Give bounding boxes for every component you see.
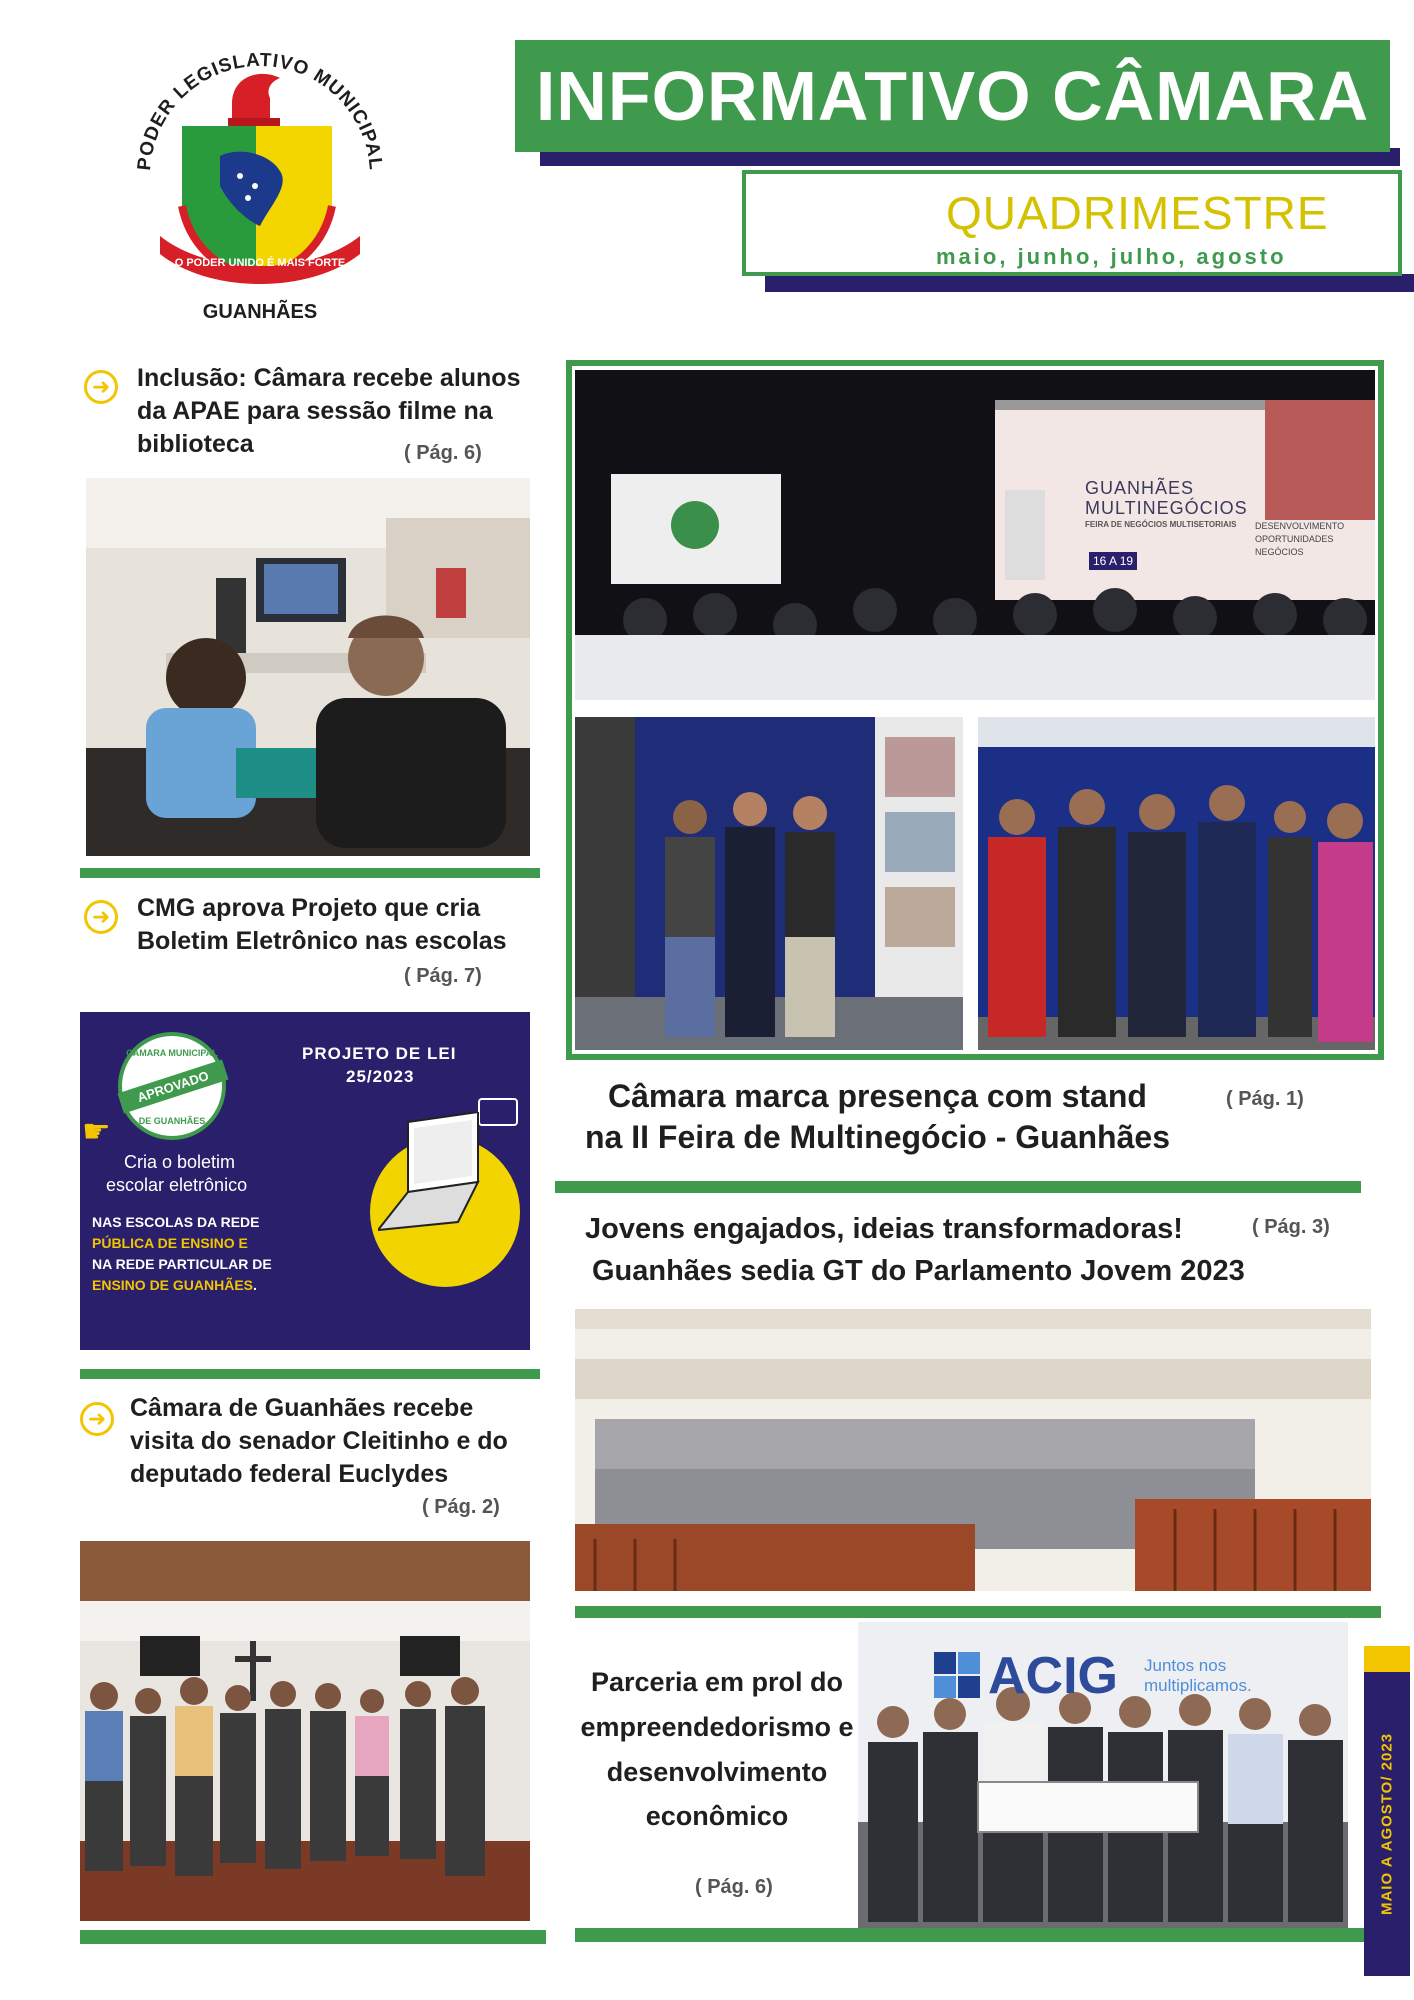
poster-body-line2: PÚBLICA DE ENSINO E <box>92 1235 248 1251</box>
photo-acig-partnership <box>858 1622 1348 1928</box>
story-feira-line2: na II Feira de Multinegócio - Guanhães <box>585 1119 1170 1155</box>
divider-right-3 <box>575 1928 1385 1942</box>
laptop-icon <box>378 1112 488 1232</box>
story-jovem-line2: Guanhães sedia GT do Parlamento Jovem 2023 <box>592 1255 1245 1287</box>
banner-bullets <box>1255 520 1344 559</box>
law-poster <box>80 1012 530 1350</box>
poster-body-line4-text: ENSINO DE GUANHÃES <box>92 1277 254 1293</box>
photo-apae-students <box>86 478 530 856</box>
stamp-bottom: DE GUANHÃES <box>138 1116 206 1126</box>
story-apae-title: Inclusão: Câmara recebe alunos da APAE para sessão filme na biblioteca <box>137 364 521 458</box>
divider-right-2 <box>575 1606 1381 1618</box>
pointing-hand-icon: ☛ <box>82 1113 111 1149</box>
acig-slogan-2: multiplicamos. <box>1144 1676 1252 1695</box>
banner-bullet-2: OPORTUNIDADES <box>1255 534 1334 544</box>
photo-parlamento-jovem <box>575 1309 1371 1591</box>
chamber-logo <box>120 26 400 326</box>
poster-desc2: escolar eletrônico <box>106 1175 248 1195</box>
banner-date: 16 A 19 <box>1089 552 1137 570</box>
story-acig-page: ( Pág. 6) <box>695 1876 773 1898</box>
title-bar <box>515 40 1390 152</box>
side-tab-text: MAIO A AGOSTO/ 2023 <box>1378 1732 1396 1916</box>
divider-left-1 <box>80 868 540 878</box>
photo-stand-right <box>978 717 1375 1050</box>
photo-senator-visit <box>80 1541 530 1921</box>
subtitle-box-shadow <box>765 274 1414 292</box>
coat-of-arms-icon <box>120 26 400 326</box>
arrow-right-icon: ➜ <box>80 1402 114 1436</box>
banner-line2: MULTINEGÓCIOS <box>1085 498 1248 518</box>
stamp-approved: APROVADO <box>117 1060 228 1114</box>
subtitle-months: maio, junho, julho, agosto <box>936 244 1287 269</box>
poster-body-line3: NA REDE PARTICULAR DE <box>92 1256 272 1272</box>
banner-bullet-1: DESENVOLVIMENTO <box>1255 521 1345 531</box>
story-apae-page: ( Pág. 6) <box>404 442 482 464</box>
stamp-top: CÂMARA MUNICIPAL <box>126 1048 218 1058</box>
approved-stamp <box>118 1032 226 1140</box>
divider-left-2 <box>80 1369 540 1379</box>
banner-bullet-3: NEGÓCIOS <box>1255 547 1304 557</box>
story-senator-page: ( Pág. 2) <box>422 1496 500 1518</box>
subtitle-quadrimestre: QUADRIMESTRE <box>946 187 1329 239</box>
story-feira-page: ( Pág. 1) <box>1226 1088 1304 1110</box>
divider-left-3 <box>80 1930 546 1944</box>
newsletter-title: INFORMATIVO CÂMARA <box>535 57 1370 135</box>
acig-slogan-1: Juntos nos <box>1144 1656 1227 1675</box>
side-tab <box>1364 1646 1410 1976</box>
logo-ribbon-text: O PODER UNIDO É MAIS FORTE <box>174 257 346 269</box>
arrow-right-icon: ➜ <box>84 900 118 934</box>
story-feira-line1: Câmara marca presença com stand <box>608 1078 1147 1114</box>
banner-line3: FEIRA DE NEGÓCIOS MULTISETORIAIS <box>1085 520 1237 529</box>
photo-feira-stage <box>575 370 1375 700</box>
story-jovem-line1: Jovens engajados, ideias transformadoras! <box>585 1213 1183 1245</box>
photo-stand-left <box>575 717 963 1050</box>
poster-body-end: . <box>253 1277 257 1293</box>
law-line1: PROJETO DE LEI <box>302 1044 457 1063</box>
divider-right-1 <box>555 1181 1361 1193</box>
story-boletim-title: CMG aprova Projeto que cria Boletim Eletrônico nas escolas <box>137 894 507 955</box>
logo-arc-text: PODER LEGISLATIVO MUNICIPAL <box>134 49 386 172</box>
story-acig-title: Parceria em prol do empreendedorismo e desenvolvimento econômico <box>580 1667 854 1832</box>
logo-city: GUANHÃES <box>202 301 318 323</box>
banner-line1: GUANHÃES <box>1085 478 1195 498</box>
arrow-right-icon: ➜ <box>84 370 118 404</box>
poster-body-line4 <box>92 1275 272 1296</box>
poster-body-line1: NAS ESCOLAS DA REDE <box>92 1214 260 1230</box>
story-boletim-page: ( Pág. 7) <box>404 965 482 987</box>
subtitle-box <box>742 170 1402 276</box>
poster-desc1: Cria o boletim <box>124 1152 236 1172</box>
story-senator-title: Câmara de Guanhães recebe visita do senador Cleitinho e do deputado federal Euclydes <box>130 1394 508 1488</box>
story-jovem-page: ( Pág. 3) <box>1252 1216 1330 1238</box>
law-line2: 25/2023 <box>346 1067 415 1086</box>
poster-body <box>92 1212 272 1296</box>
acig-logo: ACIG <box>988 1647 1118 1705</box>
